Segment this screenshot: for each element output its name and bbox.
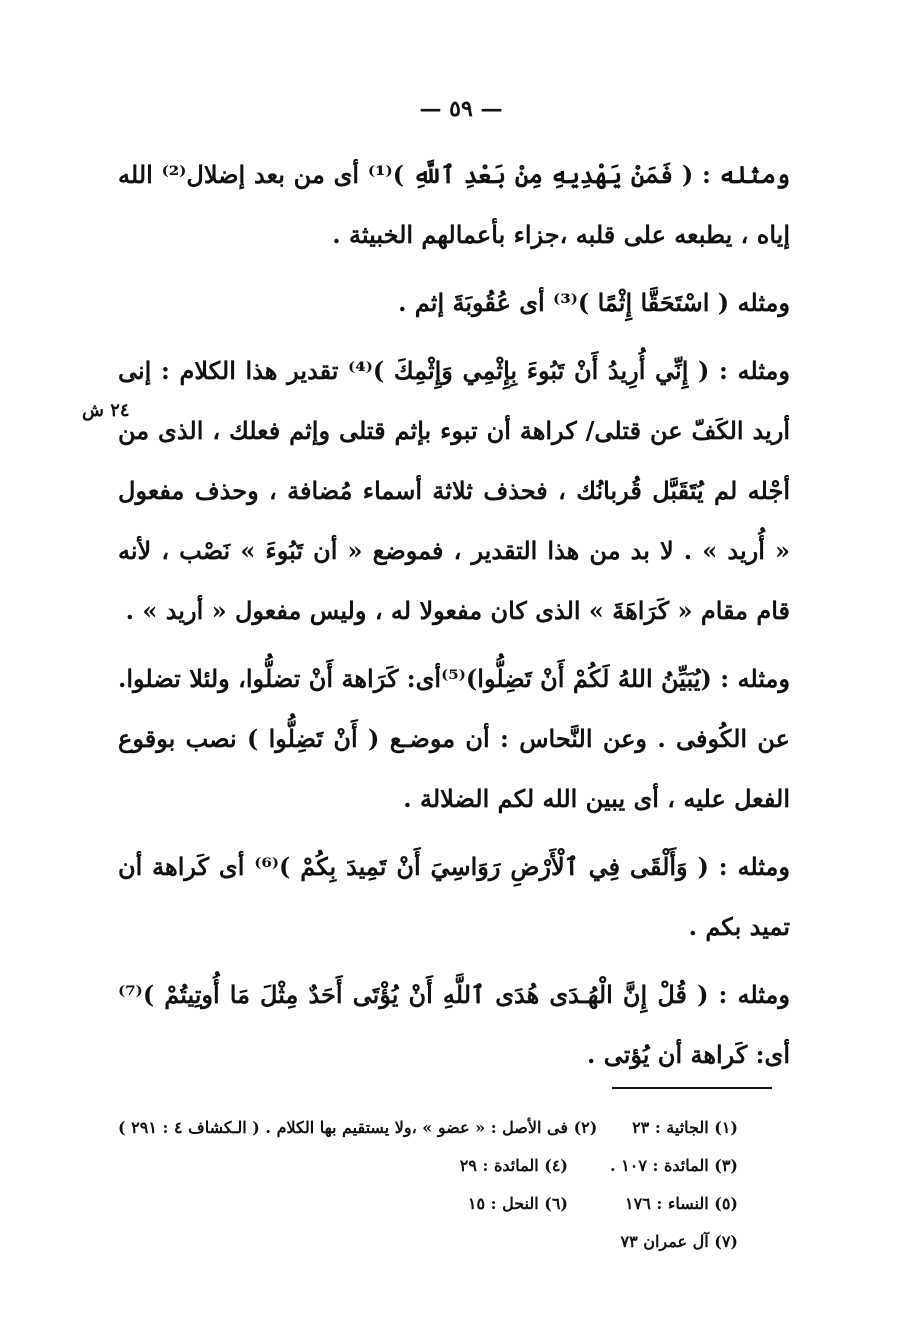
page-number: — ٥٩ — [419, 96, 503, 122]
paragraph: ومثله : ( قُلْ إِنَّ الْهُـدَى هُدَى ٱللَّهِ أَنْ يُؤْتَى أَحَدٌ مِثْلَ مَا أُوتِيتُمْ )⁽⁷⁾ أى: كَراهة أن يُؤتى . [118, 980, 790, 1069]
paragraph: ومثله : ( إِنِّي أُرِيدُ أَنْ تَبُوءَ بِإِثْمِي وَإِثْمِكَ )⁽⁴⁾ تقدير هذا الكلام : إنى أريد الكَفّ عن قتلى/ كراهة أن تبوء بإثم قتلى وإثم فعلك ، الذى من أجْله لم يُتَقَبَّل قُربانُك ، فحذف ثلاثة أسماء مُضافة ، وحذف مفعول « أُريد » . لا بد من هذا التقدير ، فموضع « أن تَبُوءَ » نَصْب ، لأنه قام مقام « كَرَاهَةَ » الذى كان مفعولا له ، وليس مفعول « أريد » . [118, 356, 791, 625]
body-text [118, 145, 790, 1093]
footnotes [118, 1108, 738, 1260]
footnote-row [118, 1184, 738, 1222]
paragraph: ومثله : ( وَأَلْقَى فِي ٱلْأَرْضِ رَوَاسِيَ أَنْ تَمِيدَ بِكُمْ )⁽⁶⁾ أى كَراهة أن تميد بكم . [118, 852, 790, 941]
footnote-row [118, 1146, 738, 1184]
footnote: (٦) النحل : ١٥ [467, 1193, 568, 1213]
footnote: (٢) فى الأصل : « عضو » ،ولا يستقيم بها الكلام . ( الـكشاف ٤ : ٢٩١ ) [118, 1117, 598, 1137]
footnote-divider [612, 1087, 772, 1089]
footnote-row [118, 1222, 738, 1260]
footnote: (٥) النساء : ١٧٦ [625, 1193, 738, 1213]
footnote: (٣) المائدة : ١٠٧ . [610, 1155, 738, 1175]
paragraph: ومثله : ( فَمَنْ يَهْدِيهِ مِنْ بَعْدِ ٱللَّهِ )⁽¹⁾ أى من بعد إضلال⁽²⁾ الله إياه ، يطبعه على قلبه ،جزاء بأعمالهم الخبيثة . [118, 160, 791, 249]
footnote-row [118, 1108, 738, 1146]
footnote: (١) الجاثية : ٢٣ [632, 1117, 738, 1137]
footnote: (٤) المائدة : ٢٩ [459, 1155, 568, 1175]
margin-note: ٢٤ ش [82, 400, 130, 421]
footnote: (٧) آل عمران ٧٣ [620, 1231, 738, 1251]
paragraph: ومثله : (يُبَيِّنُ اللهُ لَكُمْ أَنْ تَضِلُّوا)⁽⁵⁾أى: كَرَاهة أَنْ تضلُّوا، ولئلا تضلوا. عن الكُوفى . وعن النَّحاس : أن موضـع ( أَنْ تَضِلُّوا ) نصب بوقوع الفعل عليه ، أى يبين الله لكم الضلالة . [118, 664, 791, 813]
paragraph: ومثله ( اسْتَحَقَّا إِثْمًا )⁽³⁾ أى عُقُوبَةَ إثم . [398, 288, 790, 317]
